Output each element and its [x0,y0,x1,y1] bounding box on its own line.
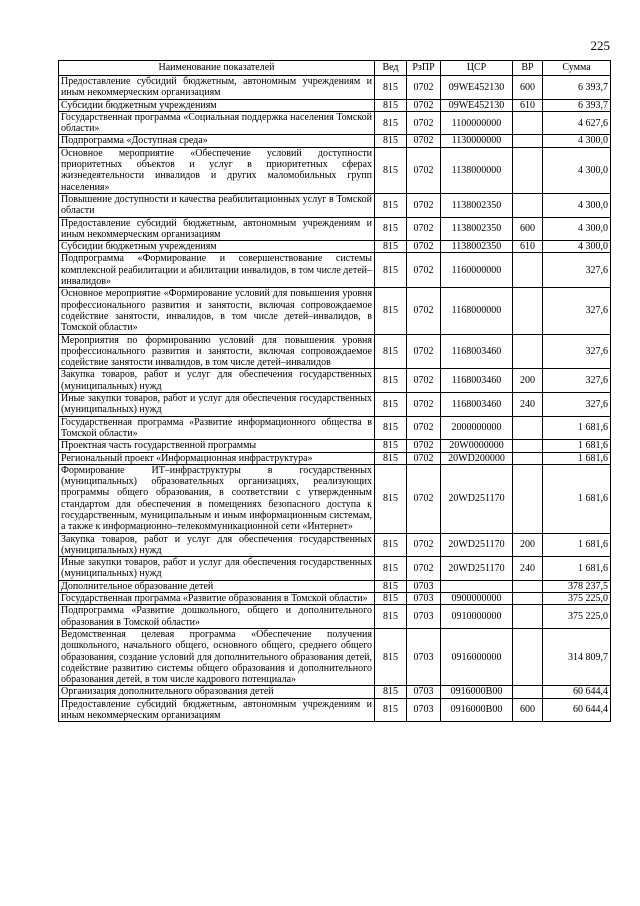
cell-sum: 375 225,0 [543,593,611,605]
cell-rzpr: 0702 [407,533,441,557]
cell-ved: 815 [375,76,407,100]
header-vr: ВР [513,61,543,76]
cell-vr: 240 [513,393,543,417]
cell-name: Государственная программа «Развитие информационного общества в Томской области» [59,416,375,440]
table-header-row [59,61,611,76]
table-row [59,253,611,288]
cell-rzpr: 0702 [407,253,441,288]
cell-name: Основное мероприятие «Формирование условий для повышения уровня профессионального развития и занятости, включая сопровождаемое содействие занятости, инвалидов, в том числе детей–инвалидов, в Томской области» [59,288,375,334]
cell-csr: 09WE452130 [441,99,513,111]
cell-csr: 20WD200000 [441,452,513,464]
cell-sum: 327,6 [543,334,611,369]
table-row [59,217,611,241]
cell-ved: 815 [375,135,407,147]
cell-ved: 815 [375,111,407,135]
table-row [59,334,611,369]
cell-rzpr: 0703 [407,686,441,698]
cell-name: Предоставление субсидий бюджетным, автономным учреждениям и иным некоммерческим организациям [59,76,375,100]
cell-name: Закупка товаров, работ и услуг для обеспечения государственных (муниципальных) нужд [59,369,375,393]
table-row [59,416,611,440]
cell-ved: 815 [375,593,407,605]
cell-sum: 4 627,6 [543,111,611,135]
cell-ved: 815 [375,253,407,288]
cell-name: Основное мероприятие «Обеспечение условий доступности приоритетных объектов и услуг в приоритетных сферах жизнедеятельности инвалидов и других маломобильных групп населения» [59,147,375,193]
cell-vr: 200 [513,533,543,557]
cell-sum: 327,6 [543,253,611,288]
cell-sum: 60 644,4 [543,686,611,698]
cell-ved: 815 [375,288,407,334]
table-row [59,76,611,100]
cell-csr: 1160000000 [441,253,513,288]
cell-vr [513,135,543,147]
table-row [59,135,611,147]
cell-ved: 815 [375,440,407,452]
table-row [59,241,611,253]
cell-name: Повышение доступности и качества реабилитационных услуг в Томской области [59,193,375,217]
budget-table [58,60,611,722]
cell-vr [513,193,543,217]
cell-ved: 815 [375,533,407,557]
cell-vr: 600 [513,76,543,100]
table-row [59,533,611,557]
table-row [59,452,611,464]
cell-csr: 1138002350 [441,193,513,217]
table-row [59,99,611,111]
cell-ved: 815 [375,416,407,440]
cell-name: Предоставление субсидий бюджетным, автономным учреждениям и иным некоммерческим организациям [59,698,375,722]
cell-csr: 0910000000 [441,605,513,629]
table-row [59,393,611,417]
cell-rzpr: 0702 [407,557,441,581]
cell-ved: 815 [375,147,407,193]
cell-name: Государственная программа «Социальная поддержка населения Томской области» [59,111,375,135]
table-row [59,147,611,193]
cell-ved: 815 [375,628,407,685]
cell-csr [441,580,513,592]
cell-vr [513,686,543,698]
cell-vr [513,334,543,369]
cell-rzpr: 0702 [407,369,441,393]
cell-sum: 6 393,7 [543,76,611,100]
cell-sum: 378 237,5 [543,580,611,592]
cell-csr: 0916000В00 [441,686,513,698]
cell-rzpr: 0702 [407,111,441,135]
cell-sum: 4 300,0 [543,217,611,241]
cell-csr: 1138002350 [441,217,513,241]
cell-vr: 240 [513,557,543,581]
cell-sum: 4 300,0 [543,135,611,147]
cell-ved: 815 [375,580,407,592]
cell-rzpr: 0702 [407,76,441,100]
cell-sum: 1 681,6 [543,557,611,581]
cell-ved: 815 [375,217,407,241]
table-row [59,369,611,393]
cell-csr: 09WE452130 [441,76,513,100]
cell-vr: 200 [513,369,543,393]
cell-ved: 815 [375,193,407,217]
header-rzpr: РзПР [407,61,441,76]
cell-sum: 327,6 [543,393,611,417]
cell-vr [513,147,543,193]
cell-rzpr: 0702 [407,440,441,452]
cell-csr: 1138002350 [441,241,513,253]
cell-name: Предоставление субсидий бюджетным, автономным учреждениям и иным некоммерческим организациям [59,217,375,241]
cell-rzpr: 0702 [407,416,441,440]
table-row [59,698,611,722]
cell-vr [513,253,543,288]
cell-rzpr: 0702 [407,452,441,464]
cell-csr: 2000000000 [441,416,513,440]
cell-vr: 610 [513,241,543,253]
table-row [59,288,611,334]
cell-sum: 1 681,6 [543,440,611,452]
cell-rzpr: 0703 [407,628,441,685]
cell-vr [513,452,543,464]
cell-sum: 375 225,0 [543,605,611,629]
cell-sum: 4 300,0 [543,193,611,217]
cell-sum: 1 681,6 [543,464,611,533]
table-body [59,76,611,722]
table-row [59,193,611,217]
cell-ved: 815 [375,369,407,393]
cell-csr: 20WD251170 [441,533,513,557]
table-row [59,557,611,581]
cell-csr: 1168000000 [441,288,513,334]
cell-csr: 20WD251170 [441,557,513,581]
cell-ved: 815 [375,557,407,581]
cell-rzpr: 0702 [407,241,441,253]
cell-csr: 1100000000 [441,111,513,135]
cell-rzpr: 0703 [407,593,441,605]
cell-sum: 327,6 [543,369,611,393]
cell-name: Дополнительное образование детей [59,580,375,592]
cell-vr [513,580,543,592]
cell-sum: 4 300,0 [543,241,611,253]
cell-vr [513,440,543,452]
cell-rzpr: 0702 [407,288,441,334]
cell-vr [513,288,543,334]
table-row [59,686,611,698]
cell-csr: 1138000000 [441,147,513,193]
cell-name: Проектная часть государственной программы [59,440,375,452]
cell-vr [513,464,543,533]
cell-sum: 1 681,6 [543,452,611,464]
cell-csr: 0900000000 [441,593,513,605]
cell-rzpr: 0702 [407,334,441,369]
cell-name: Иные закупки товаров, работ и услуг для обеспечения государственных (муниципальных) нужд [59,557,375,581]
table-row [59,580,611,592]
cell-csr: 1168003460 [441,334,513,369]
cell-ved: 815 [375,686,407,698]
cell-ved: 815 [375,99,407,111]
table-row [59,111,611,135]
table-row [59,605,611,629]
cell-vr [513,416,543,440]
cell-rzpr: 0702 [407,193,441,217]
cell-csr: 20WD251170 [441,464,513,533]
cell-vr: 600 [513,698,543,722]
cell-vr: 610 [513,99,543,111]
cell-rzpr: 0702 [407,99,441,111]
cell-csr: 1168003460 [441,369,513,393]
cell-sum: 6 393,7 [543,99,611,111]
cell-csr: 1130000000 [441,135,513,147]
header-name: Наименование показателей [59,61,375,76]
cell-name: Подпрограмма «Доступная среда» [59,135,375,147]
cell-name: Подпрограмма «Формирование и совершенствование системы комплексной реабилитации и абилитации инвалидов, в том числе детей–инвалидов» [59,253,375,288]
cell-rzpr: 0703 [407,580,441,592]
cell-ved: 815 [375,698,407,722]
cell-rzpr: 0702 [407,464,441,533]
cell-vr [513,628,543,685]
cell-vr [513,605,543,629]
cell-name: Закупка товаров, работ и услуг для обеспечения государственных (муниципальных) нужд [59,533,375,557]
cell-rzpr: 0702 [407,135,441,147]
cell-sum: 327,6 [543,288,611,334]
cell-name: Подпрограмма «Развитие дошкольного, общего и дополнительного образования в Томской области» [59,605,375,629]
cell-ved: 815 [375,241,407,253]
cell-csr: 1168003460 [441,393,513,417]
table-row [59,593,611,605]
page-number: 225 [590,38,610,53]
cell-name: Государственная программа «Развитие образования в Томской области» [59,593,375,605]
table-row [59,440,611,452]
cell-vr: 600 [513,217,543,241]
cell-name: Субсидии бюджетным учреждениям [59,241,375,253]
cell-sum: 4 300,0 [543,147,611,193]
cell-name: Иные закупки товаров, работ и услуг для обеспечения государственных (муниципальных) нужд [59,393,375,417]
table-row [59,464,611,533]
cell-rzpr: 0703 [407,698,441,722]
table-row [59,628,611,685]
cell-name: Организация дополнительного образования детей [59,686,375,698]
cell-name: Формирование ИТ–инфраструктуры в государственных (муниципальных) образовательных организациях, реализующих программы общего образования, в соответствии с утвержденным стандартом для обеспечения в помещениях безопасного доступа к государственным, муниципальным и иным информационным системам, а также к информационно–телекоммуникационной сети «Интернет» [59,464,375,533]
header-sum: Сумма [543,61,611,76]
cell-csr: 0916000000 [441,628,513,685]
cell-vr [513,111,543,135]
cell-csr: 20W0000000 [441,440,513,452]
cell-sum: 1 681,6 [543,533,611,557]
header-ved: Вед [375,61,407,76]
cell-ved: 815 [375,452,407,464]
cell-name: Региональный проект «Информационная инфраструктура» [59,452,375,464]
cell-ved: 815 [375,334,407,369]
cell-rzpr: 0702 [407,147,441,193]
cell-name: Субсидии бюджетным учреждениям [59,99,375,111]
cell-ved: 815 [375,464,407,533]
cell-sum: 314 809,7 [543,628,611,685]
cell-ved: 815 [375,393,407,417]
cell-csr: 0916000В00 [441,698,513,722]
cell-sum: 60 644,4 [543,698,611,722]
cell-ved: 815 [375,605,407,629]
cell-vr [513,593,543,605]
cell-rzpr: 0703 [407,605,441,629]
header-csr: ЦСР [441,61,513,76]
cell-rzpr: 0702 [407,217,441,241]
cell-name: Мероприятия по формированию условий для повышения уровня профессионального развития и занятости, включая сопровождаемое содействие занятости инвалидов, в том числе детей–инвалидов [59,334,375,369]
cell-name: Ведомственная целевая программа «Обеспечение получения дошкольного, начального общего, основного общего, среднего общего образования, создание условий для дополнительного образования детей, содействие развитию системы общего образования и дополнительного образования детей, в том числе кадрового потенциала» [59,628,375,685]
cell-sum: 1 681,6 [543,416,611,440]
cell-rzpr: 0702 [407,393,441,417]
